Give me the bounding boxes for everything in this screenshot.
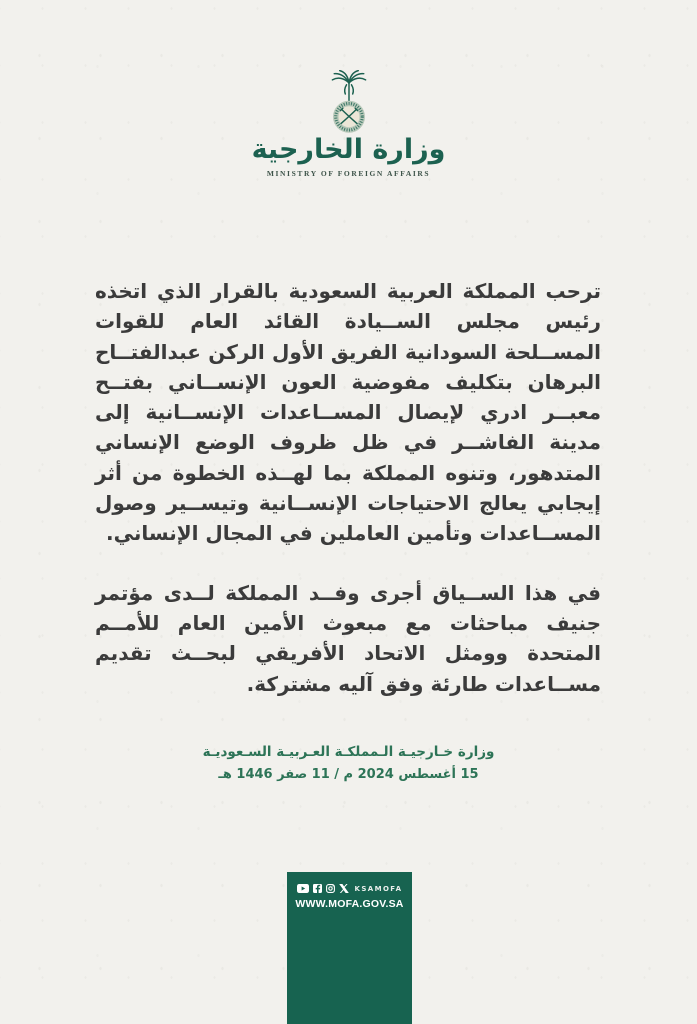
- social-handle: KSAMOFA: [354, 884, 403, 893]
- footer-block: [287, 872, 412, 1024]
- youtube-icon: [297, 884, 309, 893]
- mofa-emblem-icon: [313, 70, 385, 134]
- signoff: [0, 744, 697, 782]
- mofa-logo: [0, 70, 697, 178]
- logo-arabic-title: وزارة الخارجية: [251, 134, 446, 165]
- signoff-date-line: 15 أغسطس 2024 م / 11 صفر 1446 هـ: [218, 767, 479, 783]
- logo-english-title: MINISTRY OF FOREIGN AFFAIRS: [266, 169, 431, 179]
- instagram-icon: [326, 884, 335, 893]
- statement-paragraph-1: ترحب المملكة العربية السعودية بالقرار الذي اتخذه رئيس مجلس الســيادة القائد العام للقوات المســلحة السودانية الفريق الأول الركن عبدالفتــاح البرهان بتكليف مفوضية العون الإنســاني بفتــح معبــر ادري لإيصال المســاعدات الإنســانية إلى مدينة الفاشــر في ظل ظروف الوضع الإنساني المتدهور، وتنوه المملكة بما لهــذه الخطوة من أثر إيجابي يعالج الاحتياجات الإنســانية وتيســير وصول المســاعدات وتأمين العاملين في المجال الإنساني.: [95, 279, 601, 546]
- x-icon: [339, 884, 349, 893]
- statement-paragraph-2: في هذا الســياق أجرى وفــد المملكة لــدى مؤتمر جنيف مباحثات مع مبعوث الأمين العام للأمــم المتحدة وومثل الاتحاد الأفريقي لبحــث تقديم مســاعدات طارئة وفق آليه مشتركة.: [95, 580, 601, 696]
- social-row: [287, 883, 412, 894]
- website-url: WWW.MOFA.GOV.SA: [295, 898, 404, 910]
- signoff-ministry-line: وزارة خـارجيـة الـمملكـة العـربيـة السـعوديـة: [202, 744, 495, 760]
- facebook-icon: [313, 884, 322, 893]
- statement-body: [95, 276, 601, 699]
